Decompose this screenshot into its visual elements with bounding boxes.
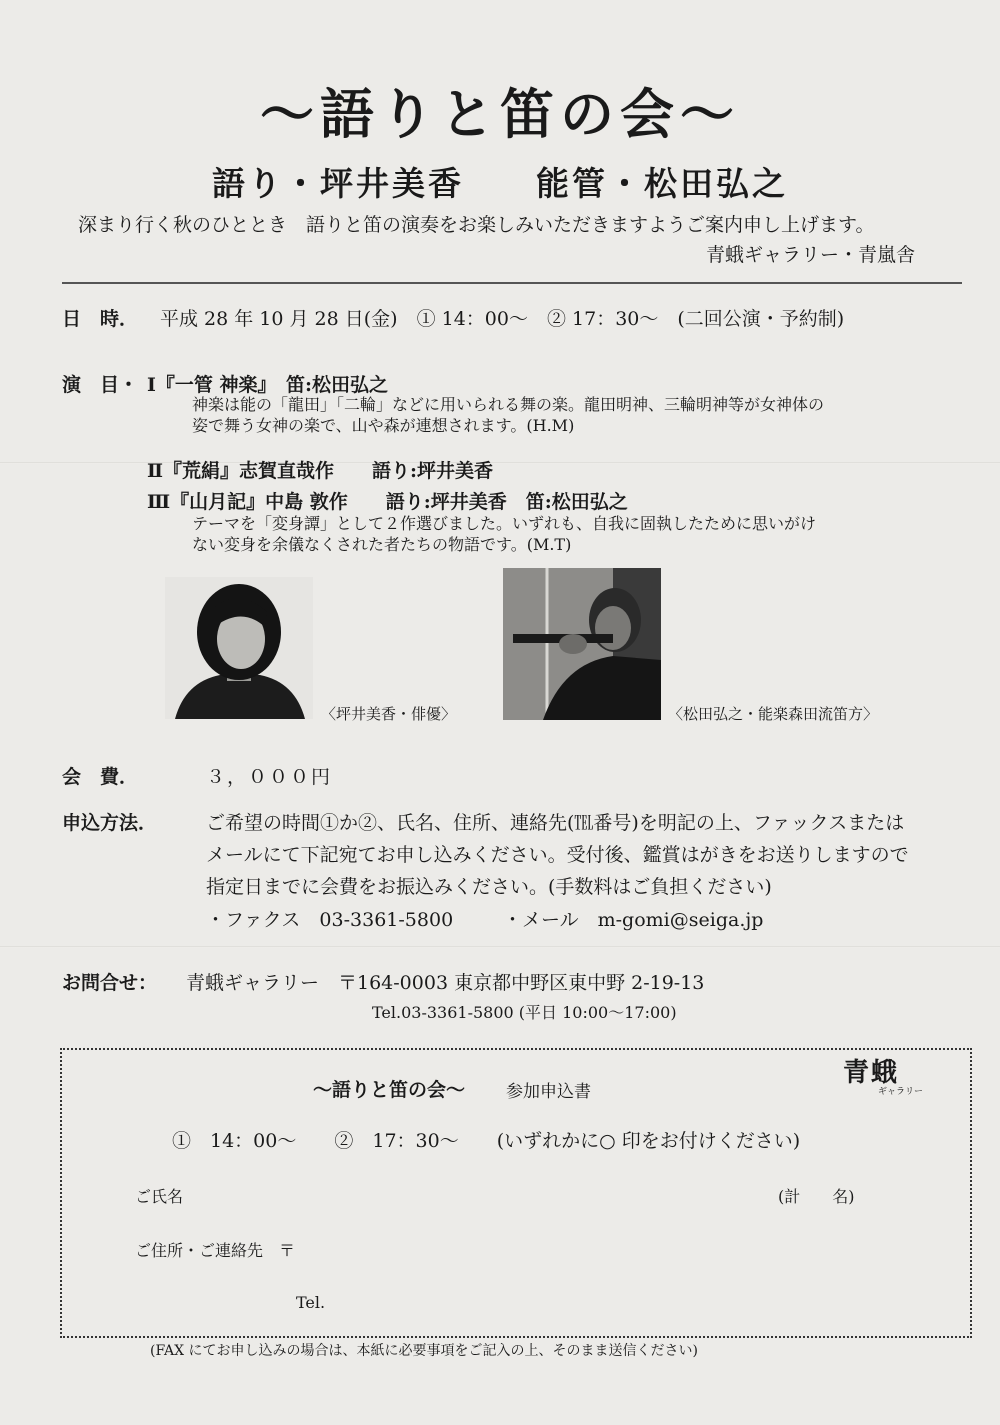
apply-email: ・メール m-gomi@seiga.jp (503, 909, 764, 931)
intro-text: 深まり行く秋のひととき 語りと笛の演奏をお楽しみいただきますようご案内申し上げます。 (78, 214, 875, 236)
program-item-3-note: ない変身を余儀なくされた者たちの物語です。(M.T) (192, 535, 572, 554)
form-count-label: (計 名) (778, 1187, 855, 1206)
form-subtitle: 参加申込書 (506, 1082, 591, 1102)
matsuda-photo-caption: 〈松田弘之・能楽森田流笛方〉 (668, 705, 879, 723)
form-footer-note: (FAX にてお申し込みの場合は、本紙に必要事項をご記入の上、そのまま送信ください) (150, 1343, 698, 1359)
header-divider (62, 282, 962, 284)
form-address-label: ご住所・ご連絡先 〒 (135, 1241, 296, 1260)
page-title: ～語りと笛の会～ (260, 82, 740, 146)
tsuboi-portrait-photo (165, 577, 313, 719)
form-title: ～語りと笛の会～ (313, 1079, 466, 1101)
contact-tel: Tel.03-3361-5800 (平日 10:00～17:00) (372, 1003, 677, 1022)
gallery-logo-subtext: ギャラリー (878, 1087, 924, 1097)
program-label: 演 目・ (62, 374, 139, 396)
apply-fax: ・ファクス 03-3361-5800 (206, 909, 454, 931)
apply-text: ご希望の時間①か②、氏名、住所、連絡先(℡番号)を明記の上、ファックスまたは (206, 812, 905, 834)
gallery-logo: 青蛾 (843, 1058, 900, 1088)
contact-address: 青蛾ギャラリー 〒164-0003 東京都中野区東中野 2-19-13 (186, 972, 705, 994)
matsuda-flute-photo (503, 568, 661, 720)
schedule-value: 平成 28 年 10 月 28 日(金) ① 14：00～ ② 17：30～ (二回公演・予約制) (160, 308, 845, 330)
program-item-1-title: Ⅰ『一管 神楽』 笛:松田弘之 (147, 374, 389, 396)
fee-label: 会 費． (62, 766, 139, 788)
program-item-1-note: 姿で舞う女神の楽で、山や森が連想されます。(H.M) (192, 416, 575, 435)
program-item-2-title: Ⅱ『荒絹』志賀直哉作 語り:坪井美香 (147, 460, 494, 482)
organizer-name: 青蛾ギャラリー・青嵐舎 (706, 244, 916, 266)
program-item-3-note: テーマを「変身譚」として２作選びました。いずれも、自我に固執したために思いがけ (192, 514, 817, 533)
form-name-label: ご氏名 (135, 1187, 184, 1206)
program-item-3-title: Ⅲ『山月記』中島 敦作 語り:坪井美香 笛:松田弘之 (147, 491, 628, 513)
apply-label: 申込方法． (62, 812, 158, 834)
apply-text: 指定日までに会費をお振込みください。(手数料はご負担ください) (206, 876, 772, 898)
program-item-1-note: 神楽は能の「龍田」「二輪」などに用いられる舞の楽。龍田明神、三輪明神等が女神体の (192, 395, 825, 414)
form-time-options[interactable]: ① 14：00～ ② 17：30～ (いずれかに○ 印をお付けください) (172, 1130, 801, 1152)
fee-value: ３，０００円 (206, 766, 333, 788)
performers-line: 語り・坪井美香 能管・松田弘之 (212, 164, 788, 203)
apply-text: メールにて下記宛てお申し込みください。受付後、鑑賞はがきをお送りしますので (206, 844, 909, 866)
paper-fold-line (0, 946, 1000, 948)
schedule-label: 日 時． (62, 308, 139, 330)
tsuboi-photo-caption: 〈坪井美香・俳優〉 (321, 705, 457, 723)
form-tel-label: Tel. (296, 1293, 326, 1312)
contact-label: お問合せ： (62, 972, 158, 994)
